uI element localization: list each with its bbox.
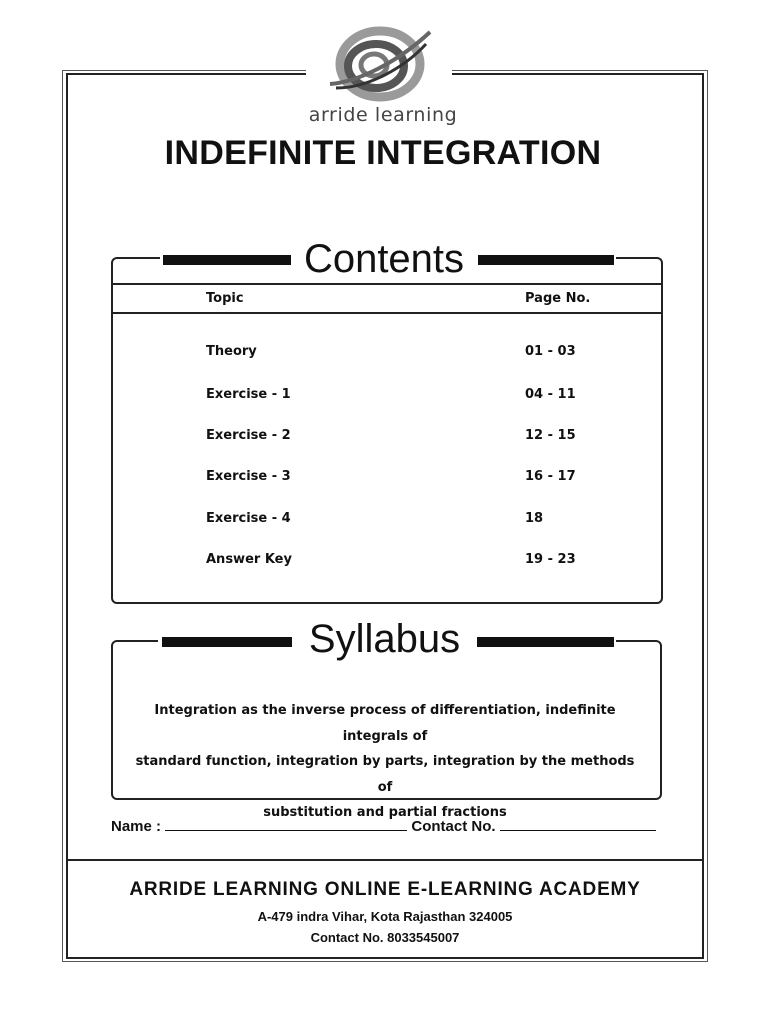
page-title: INDEFINITE INTEGRATION — [164, 134, 602, 172]
academy-name: ARRIDE LEARNING ONLINE E-LEARNING ACADEMY — [129, 879, 641, 900]
syllabus-line: standard function, integration by parts, integration by the methods of — [135, 754, 635, 795]
syllabus-text — [130, 698, 640, 826]
syllabus-bar-left — [162, 637, 292, 647]
toc-topic: Exercise - 2 — [206, 428, 291, 443]
toc-row — [206, 552, 626, 572]
toc-topic: Exercise - 1 — [206, 387, 291, 402]
syllabus-heading: Syllabus — [308, 617, 461, 661]
footer-divider — [66, 859, 704, 861]
contents-heading: Contents — [303, 237, 465, 281]
toc-page: 19 - 23 — [525, 552, 576, 567]
contents-bar-right — [478, 255, 614, 265]
toc-page: 04 - 11 — [525, 387, 576, 402]
toc-row — [206, 511, 626, 531]
toc-header-bottom-rule — [113, 312, 661, 314]
toc-row — [206, 387, 626, 407]
contents-bar-left — [163, 255, 291, 265]
syllabus-line: substitution and partial fractions — [263, 805, 507, 820]
toc-col-page: Page No. — [525, 291, 591, 306]
toc-topic: Exercise - 4 — [206, 511, 291, 526]
toc-page: 16 - 17 — [525, 469, 576, 484]
name-field[interactable] — [165, 816, 407, 831]
name-contact-line — [111, 816, 656, 835]
toc-topic: Exercise - 3 — [206, 469, 291, 484]
toc-page: 18 — [525, 511, 544, 526]
syllabus-bar-right — [477, 637, 614, 647]
toc-row — [206, 428, 626, 448]
toc-header-top-rule — [113, 283, 661, 285]
toc-row — [206, 344, 626, 364]
contact-label: Contact No. — [411, 818, 496, 835]
toc-topic: Answer Key — [206, 552, 292, 567]
toc-topic: Theory — [206, 344, 257, 359]
academy-contact: Contact No. 8033545007 — [310, 930, 460, 945]
syllabus-line: Integration as the inverse process of differentiation, indefinite integrals of — [154, 703, 616, 744]
contact-field[interactable] — [500, 816, 656, 831]
name-label: Name : — [111, 818, 162, 835]
academy-address: A-479 indra Vihar, Kota Rajasthan 324005 — [257, 909, 513, 924]
logo-text: arride learning — [308, 104, 458, 126]
swirl-logo-icon — [318, 22, 448, 108]
toc-col-topic: Topic — [206, 291, 244, 306]
toc-page: 12 - 15 — [525, 428, 576, 443]
toc-page: 01 - 03 — [525, 344, 576, 359]
toc-row — [206, 469, 626, 489]
